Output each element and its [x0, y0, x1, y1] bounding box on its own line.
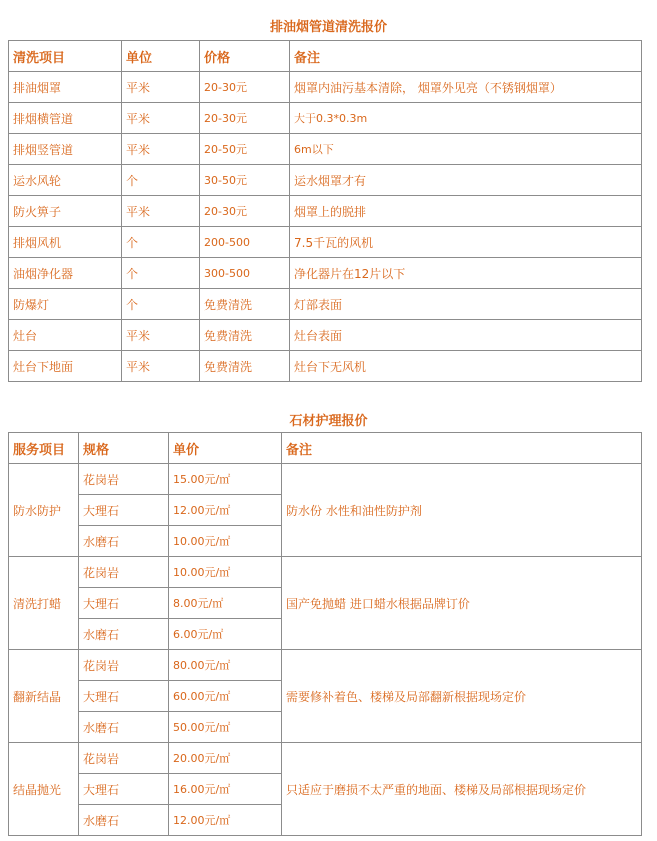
- column-header: 单价: [169, 433, 282, 464]
- cleaning-price-table: [8, 40, 642, 382]
- price-cell: 20-50元: [200, 134, 290, 165]
- note-cell: 6m以下: [290, 134, 642, 165]
- service-cell: 清洗打蜡: [9, 557, 79, 650]
- note-cell: 烟罩内油污基本清除， 烟罩外见亮（不锈钢烟罩）: [290, 72, 642, 103]
- item-cell: 排烟横管道: [9, 103, 122, 134]
- spec-cell: 大理石: [79, 588, 169, 619]
- table-row: [9, 72, 642, 103]
- table-row: [9, 557, 642, 588]
- unit-price-cell: 16.00元/㎡: [169, 774, 282, 805]
- unit-price-cell: 8.00元/㎡: [169, 588, 282, 619]
- table-row: [9, 289, 642, 320]
- note-cell: 大于0.3*0.3m: [290, 103, 642, 134]
- item-cell: 油烟净化器: [9, 258, 122, 289]
- table-header-row: [9, 41, 642, 72]
- table-row: [9, 743, 642, 774]
- table-row: [9, 196, 642, 227]
- unit-cell: 个: [122, 227, 200, 258]
- note-cell: 运水烟罩才有: [290, 165, 642, 196]
- column-header: 价格: [200, 41, 290, 72]
- price-cell: 30-50元: [200, 165, 290, 196]
- note-cell: 灶台下无风机: [290, 351, 642, 382]
- column-header: 单位: [122, 41, 200, 72]
- table-row: [9, 165, 642, 196]
- column-header: 服务项目: [9, 433, 79, 464]
- spec-cell: 大理石: [79, 774, 169, 805]
- price-cell: 免费清洗: [200, 351, 290, 382]
- item-cell: 防爆灯: [9, 289, 122, 320]
- unit-cell: 平米: [122, 351, 200, 382]
- unit-price-cell: 60.00元/㎡: [169, 681, 282, 712]
- unit-price-cell: 20.00元/㎡: [169, 743, 282, 774]
- note-cell: 只适应于磨损不太严重的地面、楼梯及局部根据现场定价: [282, 743, 642, 836]
- unit-cell: 平米: [122, 72, 200, 103]
- price-cell: 20-30元: [200, 72, 290, 103]
- note-cell: 净化器片在12片以下: [290, 258, 642, 289]
- spec-cell: 大理石: [79, 495, 169, 526]
- table-row: [9, 227, 642, 258]
- table-header-row: [9, 433, 642, 464]
- item-cell: 灶台: [9, 320, 122, 351]
- unit-price-cell: 6.00元/㎡: [169, 619, 282, 650]
- column-header: 备注: [290, 41, 642, 72]
- spec-cell: 水磨石: [79, 805, 169, 836]
- table-row: [9, 258, 642, 289]
- unit-price-cell: 12.00元/㎡: [169, 495, 282, 526]
- item-cell: 防火箅子: [9, 196, 122, 227]
- table-row: [9, 134, 642, 165]
- spec-cell: 水磨石: [79, 526, 169, 557]
- table-row: [9, 103, 642, 134]
- unit-price-cell: 80.00元/㎡: [169, 650, 282, 681]
- unit-price-cell: 10.00元/㎡: [169, 557, 282, 588]
- unit-cell: 个: [122, 289, 200, 320]
- stone-care-price-table: [8, 432, 642, 836]
- cleaning-price-title: 排油烟管道清洗报价: [269, 20, 387, 35]
- spec-cell: 花岗岩: [79, 464, 169, 495]
- note-cell: 灶台表面: [290, 320, 642, 351]
- unit-price-cell: 12.00元/㎡: [169, 805, 282, 836]
- unit-price-cell: 50.00元/㎡: [169, 712, 282, 743]
- spec-cell: 水磨石: [79, 619, 169, 650]
- unit-cell: 平米: [122, 320, 200, 351]
- spec-cell: 花岗岩: [79, 743, 169, 774]
- column-header: 清洗项目: [9, 41, 122, 72]
- table-row: [9, 464, 642, 495]
- unit-cell: 平米: [122, 134, 200, 165]
- service-cell: 结晶抛光: [9, 743, 79, 836]
- item-cell: 灶台下地面: [9, 351, 122, 382]
- spec-cell: 大理石: [79, 681, 169, 712]
- unit-cell: 平米: [122, 196, 200, 227]
- item-cell: 排烟竖管道: [9, 134, 122, 165]
- stone-care-price-title: 石材护理报价: [289, 414, 368, 429]
- spec-cell: 花岗岩: [79, 557, 169, 588]
- note-cell: 需要修补着色、楼梯及局部翻新根据现场定价: [282, 650, 642, 743]
- unit-cell: 个: [122, 258, 200, 289]
- price-cell: 免费清洗: [200, 289, 290, 320]
- item-cell: 排油烟罩: [9, 72, 122, 103]
- note-cell: 灯部表面: [290, 289, 642, 320]
- table-row: [9, 351, 642, 382]
- price-cell: 20-30元: [200, 196, 290, 227]
- unit-cell: 个: [122, 165, 200, 196]
- item-cell: 排烟风机: [9, 227, 122, 258]
- note-cell: 防水份 水性和油性防护剂: [282, 464, 642, 557]
- table-row: [9, 320, 642, 351]
- spec-cell: 水磨石: [79, 712, 169, 743]
- service-cell: 翻新结晶: [9, 650, 79, 743]
- note-cell: 7.5千瓦的风机: [290, 227, 642, 258]
- note-cell: 烟罩上的脱排: [290, 196, 642, 227]
- price-cell: 20-30元: [200, 103, 290, 134]
- table-row: [9, 650, 642, 681]
- note-cell: 国产免抛蜡 进口蜡水根据品牌订价: [282, 557, 642, 650]
- unit-price-cell: 15.00元/㎡: [169, 464, 282, 495]
- unit-cell: 平米: [122, 103, 200, 134]
- spec-cell: 花岗岩: [79, 650, 169, 681]
- column-header: 规格: [79, 433, 169, 464]
- service-cell: 防水防护: [9, 464, 79, 557]
- price-cell: 300-500: [200, 258, 290, 289]
- unit-price-cell: 10.00元/㎡: [169, 526, 282, 557]
- item-cell: 运水风轮: [9, 165, 122, 196]
- price-cell: 200-500: [200, 227, 290, 258]
- price-cell: 免费清洗: [200, 320, 290, 351]
- column-header: 备注: [282, 433, 642, 464]
